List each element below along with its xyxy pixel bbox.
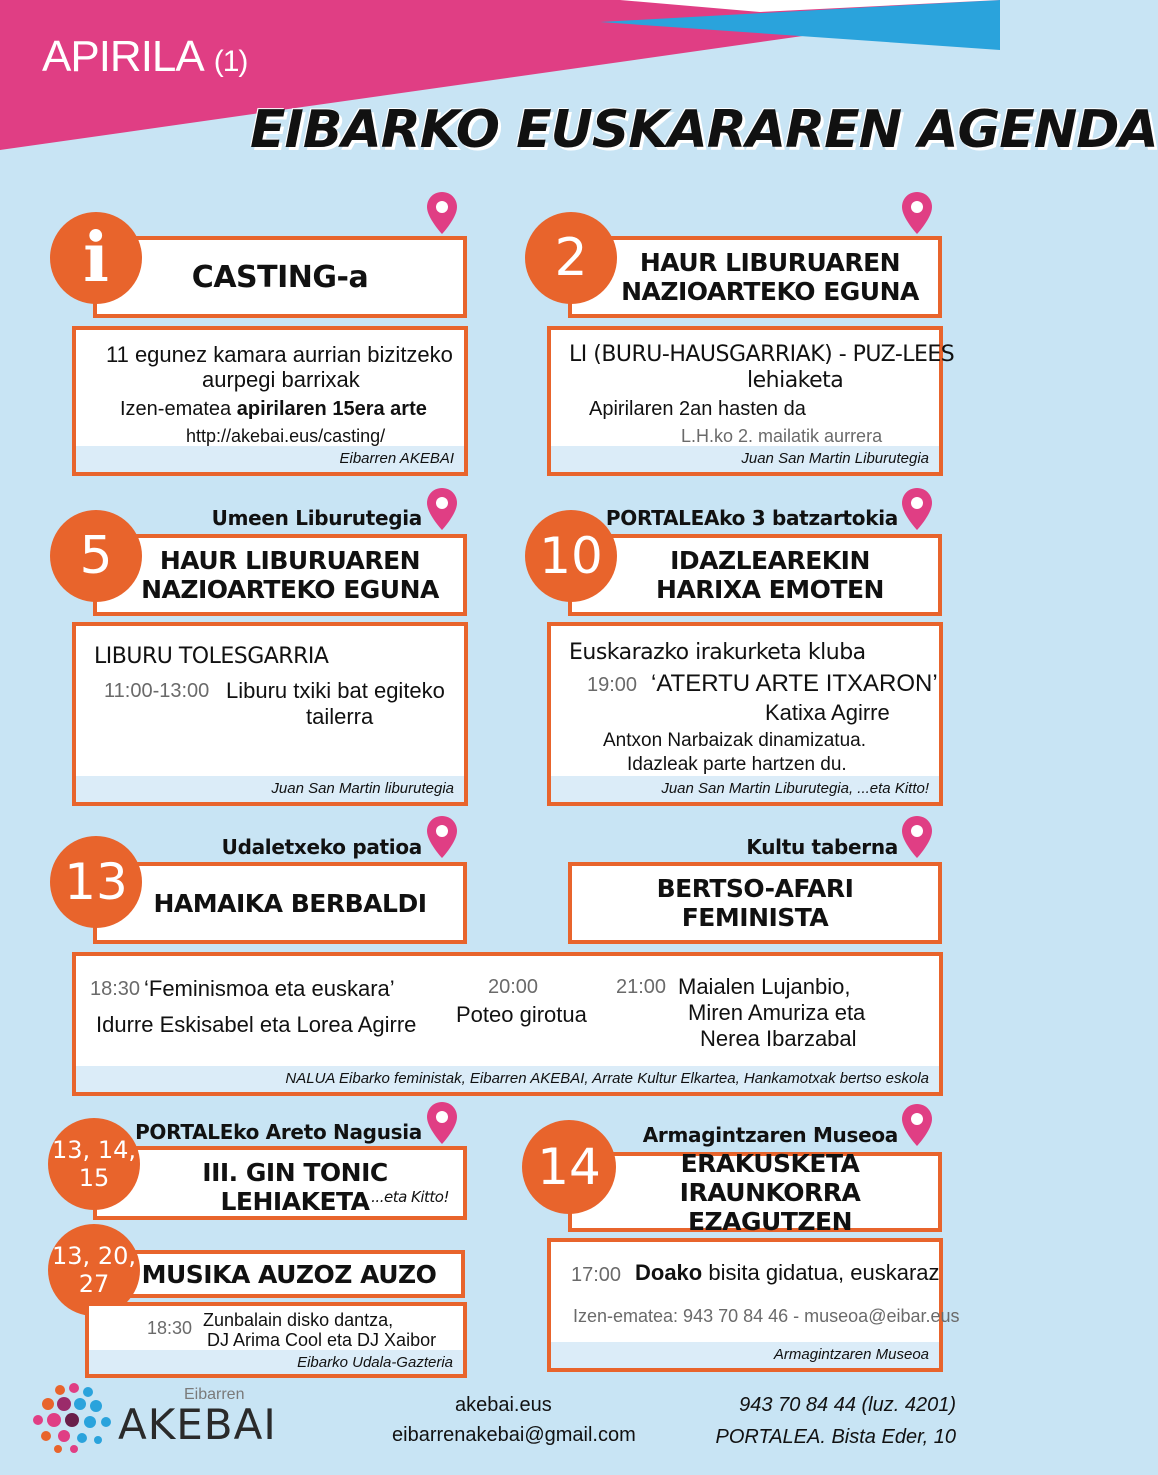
e14-registration: Izen-ematea: 943 70 84 46 - museoa@eibar.eus bbox=[573, 1306, 960, 1326]
website-link[interactable]: akebai.eus bbox=[455, 1394, 552, 1416]
e10-author: Katixa Agirre bbox=[765, 700, 890, 725]
e14-desc: Doako bisita gidatua, euskaraz bbox=[635, 1260, 940, 1285]
e5-organizer: Juan San Martin liburutegia bbox=[76, 776, 464, 802]
event-title-14: ERAKUSKETA IRAUNKORRA EZAGUTZEN bbox=[568, 1152, 942, 1232]
venue-label: Umeen Liburutegia bbox=[211, 506, 422, 530]
e13-organizers: NALUA Eibarko feministak, Eibarren AKEBAI, Arrate Kultur Elkartea, Hankamotxak bertso eskola bbox=[76, 1066, 939, 1092]
event-box-14 bbox=[547, 1238, 960, 1372]
e10-organizer: Juan San Martin Liburutegia, ...eta Kitto! bbox=[551, 776, 939, 802]
musika-time: 18:30 bbox=[147, 1318, 193, 1338]
e13-time-2: 20:00 bbox=[488, 976, 539, 998]
venue-label: Udaletxeko patioa bbox=[221, 835, 422, 859]
logo-small-text: Eibarren bbox=[184, 1386, 245, 1403]
month-label: APIRILA (1) bbox=[42, 32, 248, 81]
logo-wordmark: AKEBAI bbox=[118, 1400, 277, 1449]
location-pin-icon bbox=[425, 1100, 459, 1146]
e13-talk: ‘Feminismoa eta euskara’ bbox=[144, 976, 395, 1001]
e2-start: Apirilaren 2an hasten da bbox=[589, 398, 806, 420]
e14-organizer: Armagintzaren Museoa bbox=[551, 1342, 939, 1368]
casting-desc-1: 11 egunez kamara aurrian bizitzeko bbox=[106, 342, 453, 367]
e2-organizer: Juan San Martin Liburutegia bbox=[551, 446, 939, 472]
location-pin-icon bbox=[425, 190, 459, 236]
date-badge-10: 10 bbox=[525, 510, 617, 602]
location-pin-icon bbox=[900, 486, 934, 532]
akebai-logo-icon bbox=[30, 1382, 116, 1454]
address: PORTALEA. Bista Eder, 10 bbox=[715, 1426, 956, 1448]
event-title-13: HAMAIKA BERBALDI bbox=[93, 862, 467, 944]
venue-label: PORTALEAko 3 batzartokia bbox=[605, 506, 898, 530]
e13-time-3: 21:00 bbox=[616, 976, 667, 998]
venue-label: Kultu taberna bbox=[746, 835, 898, 859]
event-title-10: IDAZLEAREKIN HARIXA EMOTEN bbox=[568, 534, 942, 616]
venue-label: PORTALEko Areto Nagusia bbox=[135, 1120, 422, 1144]
location-pin-icon bbox=[900, 190, 934, 236]
e10-desc-3: Idazleak parte hartzen du. bbox=[627, 754, 847, 775]
e2-audience: L.H.ko 2. mailatik aurrera bbox=[681, 426, 883, 446]
event-box-13 bbox=[72, 952, 943, 1096]
e13-poteo: Poteo girotua bbox=[456, 1002, 587, 1027]
gin-organizer: ...eta Kitto! bbox=[371, 1188, 449, 1206]
event-box-musika bbox=[85, 1302, 467, 1378]
date-badge-2: 2 bbox=[525, 212, 617, 304]
event-title-musika: MUSIKA AUZOZ AUZO bbox=[93, 1250, 465, 1298]
e5-desc-1: Liburu txiki bat egiteko bbox=[226, 678, 445, 703]
e14-time: 17:00 bbox=[571, 1264, 622, 1286]
casting-desc-2: aurpegi barrixak bbox=[202, 367, 360, 392]
date-badge-13: 13 bbox=[50, 836, 142, 928]
e13-speakers: Idurre Eskisabel eta Lorea Agirre bbox=[96, 1012, 417, 1037]
event-box-10 bbox=[547, 622, 943, 806]
musika-desc-2: DJ Arima Cool eta DJ Xaibor bbox=[207, 1330, 437, 1350]
e13-time-1: 18:30 bbox=[90, 978, 141, 1000]
venue-label: Armagintzaren Museoa bbox=[642, 1123, 898, 1147]
e13-bertsolari-3: Nerea Ibarzabal bbox=[700, 1026, 857, 1051]
date-badge-5: 5 bbox=[50, 510, 142, 602]
location-pin-icon bbox=[900, 1102, 934, 1148]
e10-book: ‘ATERTU ARTE ITXARON’ bbox=[651, 670, 938, 697]
location-pin-icon bbox=[425, 814, 459, 860]
e2-desc-2: lehiaketa bbox=[747, 368, 844, 393]
e10-desc-2: Antxon Narbaizak dinamizatua. bbox=[603, 730, 866, 751]
e2-desc-1: LI (BURU-HAUSGARRIAK) - PUZ-LEES bbox=[569, 342, 955, 367]
page-title: EIBARKO EUSKARAREN AGENDA bbox=[250, 100, 1158, 160]
musika-desc-1: Zunbalain disko dantza, bbox=[203, 1310, 394, 1330]
event-title-2: HAUR LIBURUAREN NAZIOARTEKO EGUNA bbox=[568, 236, 942, 318]
casting-registration: Izen-ematea apirilaren 15era arte bbox=[120, 398, 427, 420]
casting-organizer: Eibarren AKEBAI bbox=[76, 446, 464, 472]
event-title-gin: III. GIN TONIC LEHIAKETA ...eta Kitto! bbox=[93, 1146, 467, 1220]
event-title-5: HAUR LIBURUAREN NAZIOARTEKO EGUNA bbox=[93, 534, 467, 616]
e5-time: 11:00-13:00 bbox=[104, 680, 210, 702]
e10-desc-1: Euskarazko irakurketa kluba bbox=[569, 640, 866, 665]
e10-time: 19:00 bbox=[587, 674, 638, 696]
event-title-casting: CASTING-a bbox=[93, 236, 467, 318]
phone-number: 943 70 84 44 (luz. 4201) bbox=[739, 1394, 956, 1416]
e5-desc-2: tailerra bbox=[306, 704, 374, 729]
casting-link[interactable]: http://akebai.eus/casting/ bbox=[186, 426, 386, 446]
date-badge-gin: 13, 14, 15 bbox=[48, 1118, 140, 1210]
email-link[interactable]: eibarrenakebai@gmail.com bbox=[392, 1424, 636, 1446]
e13-bertsolari-1: Maialen Lujanbio, bbox=[678, 974, 851, 999]
e13-bertsolari-2: Miren Amuriza eta bbox=[688, 1000, 866, 1025]
location-pin-icon bbox=[425, 486, 459, 532]
e5-activity: LIBURU TOLESGARRIA bbox=[94, 644, 329, 669]
date-badge-14: 14 bbox=[522, 1120, 616, 1214]
event-box-2 bbox=[547, 326, 955, 476]
event-box-casting bbox=[72, 326, 468, 476]
musika-organizer: Eibarko Udala-Gazteria bbox=[89, 1350, 463, 1374]
event-box-5 bbox=[72, 622, 468, 806]
event-title-bertso: BERTSO-AFARI FEMINISTA bbox=[568, 862, 942, 944]
info-icon: i bbox=[50, 212, 142, 304]
date-badge-musika: 13, 20, 27 bbox=[48, 1224, 140, 1316]
location-pin-icon bbox=[900, 814, 934, 860]
